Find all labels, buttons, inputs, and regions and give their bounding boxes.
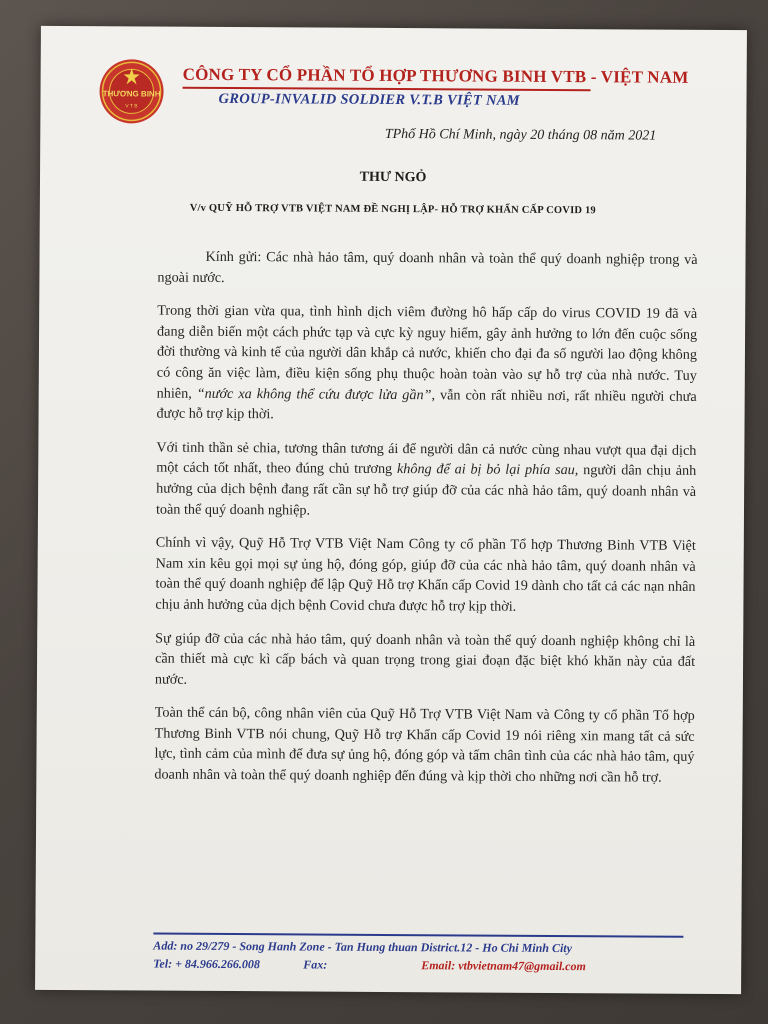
paragraph-3: Chính vì vậy, Quỹ Hỗ Trợ VTB Việt Nam Công ty cổ phần Tổ hợp Thương Binh VTB Việt Nam xin kêu gọi mọi sự ủng hộ, đóng góp, giúp đỡ của các nhà hảo tâm, quý doanh nhân và toàn thể quý doanh nghiệp để lập Quỹ Hỗ trợ Khẩn cấp Covid 19 dành cho tất cả các nạn nhân chịu ảnh hưởng của dịch bệnh Covid chưa được hỗ trợ kịp thời. xyxy=(155,534,696,615)
paragraph-2 xyxy=(156,437,696,523)
paragraph-2-text-b: người dân chịu ảnh hưởng của dịch bệnh đang rất cần sự hỗ trợ giúp đỡ của các nhà hảo tâm, quý doanh nhân và toàn thể quý doanh nghiệp. xyxy=(155,462,697,519)
paragraph-1-quote: “nước xa không thể cứu được lửa gần” xyxy=(196,385,432,403)
greeting-paragraph: Kính gửi: Các nhà hảo tâm, quý doanh nhân và toàn thể quý doanh nghiệp trong và ngoài nước. xyxy=(157,248,698,286)
paragraph-2-text-a: Với tinh thần sẻ chia, tương thân tương ái để người dân cả nước cùng nhau vượt qua đại dịch một cách tốt nhất, theo đúng chủ trương xyxy=(156,439,697,478)
company-name-en: GROUP-INVALID SOLDIER V.T.B VIỆT NAM xyxy=(218,90,520,109)
logo-text: THƯƠNG BINH xyxy=(102,89,161,99)
paragraph-2-emphasis: không để ai bị bỏ lại phía sau, xyxy=(396,461,579,479)
paragraph-1 xyxy=(157,301,698,428)
footer-address: Add: no 29/279 - Song Hanh Zone - Tan Hung thuan District.12 - Ho Chi Minh City xyxy=(153,938,573,956)
footer-email: Email: vtbvietnam47@gmail.com xyxy=(421,958,586,974)
footer-phone: Tel: + 84.966.266.008 xyxy=(153,956,261,972)
paragraph-4: Sự giúp đỡ của các nhà hảo tâm, quý doanh nhân và toàn thể quý doanh nghiệp không chỉ là cần thiết mà cực kì cấp bách và quan trọng trong giai đoạn đặc biệt khó khăn này của đất nước. xyxy=(154,630,696,688)
company-logo-seal xyxy=(98,58,164,124)
company-name-vn: CÔNG TY CỔ PHẦN TỔ HỢP THƯƠNG BINH VTB - VIỆT NAM xyxy=(182,64,689,87)
paragraph-5: Toàn thể cán bộ, công nhân viên của Quỹ Hỗ Trợ VTB Việt Nam và Công ty cổ phần Tổ hợp Thương Binh VTB nói chung, Quỹ Hỗ trợ Khẩn cấp Covid 19 nói riêng xin mang tất cả sức lực, tình cảm của mình để đưa sự ủng hộ, đóng góp và tấm chân tình của các nhà hảo tâm, quý doanh nhân và toàn thể quý doanh nghiệp đến đúng và kịp thời cho những nơi cần hỗ trợ. xyxy=(154,704,695,786)
letter-date: TPhố Hồ Chí Minh, ngày 20 tháng 08 năm 2021 xyxy=(384,126,657,144)
footer-fax: Fax: xyxy=(303,957,328,972)
letter-title: THƯ NGỎ xyxy=(359,169,427,186)
footer-rule xyxy=(153,933,683,938)
letter-subject: V/v QUỸ HỖ TRỢ VTB VIỆT NAM ĐỀ NGHỊ LẬP- HỖ TRỢ KHẨN CẤP COVID 19 xyxy=(189,202,596,217)
letter-body xyxy=(154,247,697,802)
paragraph-1-text-a: Trong thời gian vừa qua, tình hình dịch viêm đường hô hấp cấp do virus COVID 19 đã và đang diễn biến một cách phức tạp và cực kỳ nguy hiểm, gây ảnh hưởng to lớn đến cuộc sống đời thường và kinh tế của người dân khắp cả nước, khiến cho đại đa số người lao động không có công ăn việc làm, điều kiện sống phụ thuộc hoàn toàn vào sự hỗ trợ của nhà nước. Tuy nhiên, xyxy=(156,302,698,402)
logo-subtext: V T B xyxy=(125,103,138,110)
footer xyxy=(153,939,693,978)
paragraph-1-text-b: , vẫn còn rất nhiều nơi, rất nhiều người chưa được hỗ trợ kịp thời. xyxy=(156,386,697,423)
letter-page xyxy=(35,26,747,994)
